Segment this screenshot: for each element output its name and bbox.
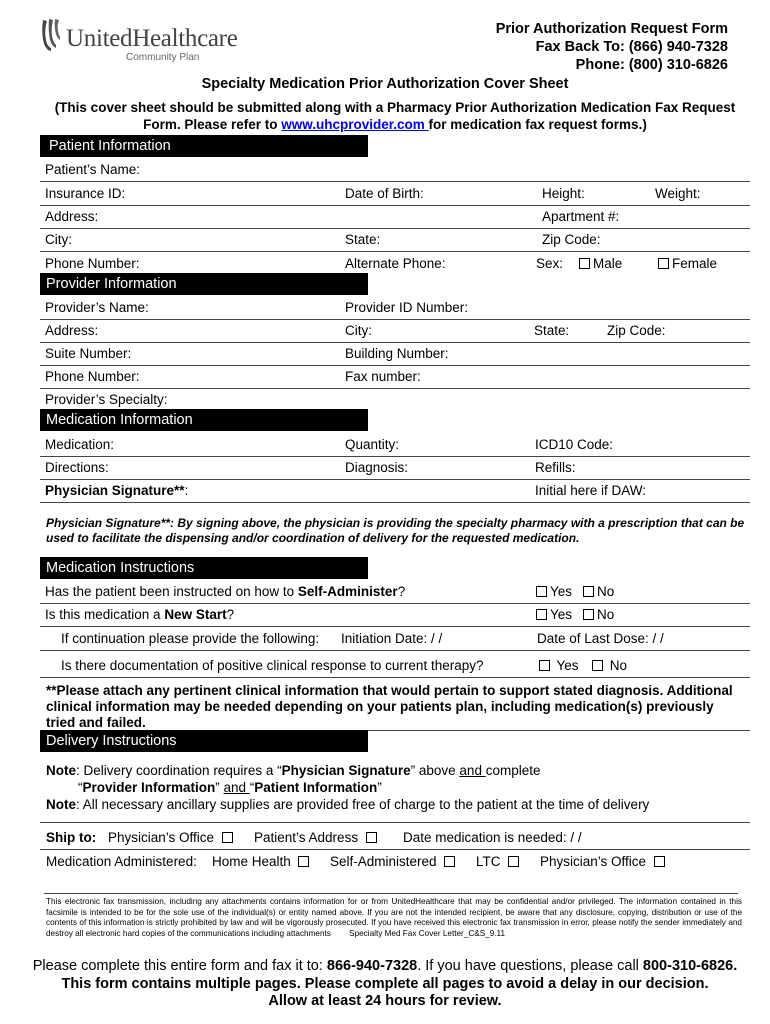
line1-c: ” above: [410, 763, 460, 778]
physician-office-label: Physician’s Office: [540, 854, 647, 869]
disclaimer-text: [46, 897, 742, 939]
provider-id-label: Provider ID Number:: [345, 300, 469, 315]
provider-phone-row[interactable]: [40, 365, 750, 389]
q1-no-checkbox[interactable]: [583, 586, 594, 597]
ship-to-label: [46, 830, 96, 845]
intro-text: [40, 99, 750, 133]
female-option[interactable]: [658, 256, 717, 271]
ship-patient-checkbox[interactable]: [366, 832, 377, 843]
provider-name-label: Provider’s Name:: [45, 300, 149, 315]
ship-patient-option[interactable]: [254, 830, 380, 845]
self-administered-option[interactable]: [330, 854, 458, 869]
ship-rule: [40, 822, 750, 823]
signature-row[interactable]: [40, 479, 750, 503]
patient-phone-label: Phone Number:: [45, 256, 140, 271]
signature-bold: Physician Signature**: [45, 483, 185, 498]
patient-city-row[interactable]: [40, 228, 750, 252]
height-label: Height:: [542, 186, 585, 201]
delivery-note-line2: [78, 779, 382, 796]
q1-yes-option[interactable]: [536, 584, 572, 599]
line1-b: Physician Signature: [281, 763, 411, 778]
patient-id-row[interactable]: [40, 182, 750, 206]
delivery-note-line1: [46, 762, 540, 779]
home-health-option[interactable]: [212, 854, 312, 869]
q2-no-option[interactable]: [583, 607, 614, 622]
ship-patient-label: Patient’s Address: [254, 830, 359, 845]
q3-no-option[interactable]: [592, 658, 627, 673]
attach-clinical-note: **Please attach any pertinent clinical information that would pertain to support stated diagnosis. Additional clinical information may be needed depending on your patients plan, including medication(s) previously tried and failed.: [46, 683, 733, 730]
q1-no-label: No: [597, 584, 615, 599]
daw-label: Initial here if DAW:: [535, 483, 647, 498]
line2-f: Patient Information: [254, 780, 378, 795]
line1-e: complete: [485, 763, 541, 778]
self-administer-question: [45, 584, 405, 599]
ltc-option[interactable]: [476, 854, 522, 869]
footer-line2: This form contains multiple pages. Please complete all pages to avoid a delay in our decision.: [61, 976, 709, 992]
patient-phone-row[interactable]: [40, 252, 750, 275]
ship-physician-label: Physician’s Office: [108, 830, 215, 845]
q3-yes-checkbox[interactable]: [539, 660, 550, 671]
line2-g: ”: [377, 780, 382, 795]
medication-label: Medication:: [45, 437, 115, 452]
q2-pre: Is this medication a: [45, 607, 165, 622]
footer-fax: 866-940-7328: [326, 958, 418, 974]
initiation-date-label: Initiation Date: / /: [341, 631, 443, 646]
administered-label: Medication Administered:: [46, 854, 197, 869]
q1-yes-label: Yes: [550, 584, 573, 599]
intro-before: (This cover sheet should be submitted along with a Pharmacy Prior Authorization Medication Fax Request Form. Please refer to: [54, 100, 736, 132]
line3: : All necessary ancillary supplies are provided free of charge to the patient at the time of delivery: [76, 797, 650, 812]
provider-state-label: State:: [534, 323, 570, 338]
patient-address-row[interactable]: [40, 205, 750, 229]
intro-after: for medication fax request forms.): [428, 117, 647, 132]
alt-phone-label: Alternate Phone:: [345, 256, 446, 271]
directions-row[interactable]: [40, 456, 750, 480]
ltc-label: LTC: [476, 854, 501, 869]
new-start-row[interactable]: [40, 603, 750, 627]
continuation-row[interactable]: [40, 627, 750, 651]
footer-phone: 800-310-6826.: [642, 958, 738, 974]
document-id: Specialty Med Fax Cover Letter_C&S_9.11: [349, 928, 506, 938]
provider-city-label: City:: [345, 323, 372, 338]
male-option[interactable]: [579, 256, 622, 271]
line1-d: and: [459, 763, 486, 778]
suite-number-label: Suite Number:: [45, 346, 132, 361]
medication-row[interactable]: [40, 433, 750, 457]
continuation-label: If continuation please provide the following:: [61, 631, 320, 646]
male-checkbox[interactable]: [579, 258, 590, 269]
footer-line1-a: Please complete this entire form and fax it to:: [32, 958, 327, 974]
documentation-row[interactable]: [40, 654, 750, 678]
ship-physician-option[interactable]: [108, 830, 236, 845]
provider-info-heading: Provider Information: [40, 273, 368, 295]
patient-city-label: City:: [45, 232, 72, 247]
logo-subtitle: Community Plan: [126, 52, 200, 63]
delivery-note-line3: [46, 796, 649, 813]
date-needed-label: Date medication is needed: / /: [403, 830, 582, 845]
delivery-heading-rule: [368, 730, 750, 731]
note-label-1: Note: [46, 763, 76, 778]
ltc-checkbox[interactable]: [508, 856, 519, 867]
provider-name-row[interactable]: [40, 296, 750, 320]
patient-info-heading: Patient Information: [40, 135, 368, 157]
weight-label: Weight:: [655, 186, 701, 201]
provider-address-row[interactable]: [40, 319, 750, 343]
home-health-label: Home Health: [212, 854, 291, 869]
q3-no-checkbox[interactable]: [592, 660, 603, 671]
quantity-label: Quantity:: [345, 437, 400, 452]
physician-office-checkbox[interactable]: [654, 856, 665, 867]
provider-fax-label: Fax number:: [345, 369, 421, 384]
form-title: Prior Authorization Request Form: [495, 21, 728, 37]
female-checkbox[interactable]: [658, 258, 669, 269]
signature-colon: :: [184, 483, 189, 498]
fax-back-number: Fax Back To: (866) 940-7328: [535, 39, 728, 55]
footer-line3: Allow at least 24 hours for review.: [268, 993, 502, 1009]
provider-specialty-label: Provider’s Specialty:: [45, 392, 168, 407]
insurance-id-label: Insurance ID:: [45, 186, 126, 201]
q2-no-checkbox[interactable]: [583, 609, 594, 620]
patient-zip-label: Zip Code:: [542, 232, 601, 247]
directions-label: Directions:: [45, 460, 109, 475]
disclaimer-rule: [44, 893, 738, 894]
icd10-label: ICD10 Code:: [535, 437, 614, 452]
line2-b: Provider Information: [82, 780, 216, 795]
building-number-label: Building Number:: [345, 346, 449, 361]
q2-bold: New Start: [164, 607, 227, 622]
q3-yes-option[interactable]: [539, 658, 579, 673]
q3-yes-label: Yes: [556, 658, 579, 673]
unitedhealthcare-logo-icon: [40, 18, 62, 52]
note-label-2: Note: [46, 797, 76, 812]
provider-zip-label: Zip Code:: [607, 323, 666, 338]
q1-no-option[interactable]: [583, 584, 614, 599]
administered-row[interactable]: [40, 850, 750, 873]
medication-instructions-heading: Medication Instructions: [40, 557, 368, 579]
patient-name-label: Patient’s Name:: [45, 162, 141, 177]
provider-suite-row[interactable]: [40, 342, 750, 366]
disclaimer-body: This electronic fax transmission, including any attachments contains information for or from UnitedHealthcare that may be confidential and/or privileged. The information contained in this facsimile is intended to be for the sole use of the individual(s) or entity named above. If you are not the intended recipient, be aware that any disclosure, copying, distribution or use of the contents of this information is strictly prohibited by law and will be vigorously prosecuted. If you have received this electronic fax transmission in error, please notify the sender immediately and destroy all electronic hard copies of the communications including attachments: [46, 897, 742, 938]
self-administer-row[interactable]: [40, 580, 750, 604]
delivery-instructions-heading: Delivery Instructions: [40, 730, 368, 752]
dob-label: Date of Birth:: [345, 186, 424, 201]
uhcprovider-link[interactable]: www.uhcprovider.com: [281, 117, 429, 132]
q2-no-label: No: [597, 607, 615, 622]
female-label: Female: [672, 256, 718, 271]
q1-bold: Self-Administer: [297, 584, 398, 599]
apartment-label: Apartment #:: [542, 209, 620, 224]
last-dose-label: Date of Last Dose: / /: [537, 631, 664, 646]
line2-a: “: [78, 780, 83, 795]
ship-to-row[interactable]: [40, 826, 750, 850]
new-start-question: [45, 607, 234, 622]
home-health-checkbox[interactable]: [298, 856, 309, 867]
male-label: Male: [593, 256, 623, 271]
medication-info-heading: Medication Information: [40, 409, 368, 431]
sex-label: Sex:: [536, 256, 564, 271]
footer-line1-b: . If you have questions, please call: [417, 958, 643, 974]
phone-number: Phone: (800) 310-6826: [575, 57, 728, 73]
q1-yes-checkbox[interactable]: [536, 586, 547, 597]
patient-name-row[interactable]: [40, 158, 750, 182]
page-title: Specialty Medication Prior Authorization Cover Sheet: [201, 76, 569, 92]
provider-specialty-row[interactable]: [40, 388, 750, 411]
self-administered-checkbox[interactable]: [444, 856, 455, 867]
line2-c: ”: [215, 780, 224, 795]
line2-d: and: [223, 780, 250, 795]
patient-state-label: State:: [345, 232, 381, 247]
q2-post: ?: [226, 607, 235, 622]
documentation-question: Is there documentation of positive clinical response to current therapy?: [61, 658, 484, 673]
logo-wordmark: UnitedHealthcare: [66, 25, 238, 52]
q2-yes-checkbox[interactable]: [536, 609, 547, 620]
signature-note: Physician Signature**: By signing above, the physician is providing the specialty pharmacy with a prescription that can be used to facilitate the dispensing and/or coordination of delivery for the requested medication.: [46, 516, 745, 545]
patient-address-label: Address:: [45, 209, 99, 224]
line1-a: : Delivery coordination requires a “: [76, 763, 282, 778]
q2-yes-label: Yes: [550, 607, 573, 622]
ship-physician-checkbox[interactable]: [222, 832, 233, 843]
footer-line1: [0, 957, 770, 975]
self-administered-label: Self-Administered: [330, 854, 437, 869]
q3-no-label: No: [609, 658, 628, 673]
q1-pre: Has the patient been instructed on how to: [45, 584, 298, 599]
provider-phone-label: Phone Number:: [45, 369, 140, 384]
line2-e: “: [249, 780, 255, 795]
q1-post: ?: [397, 584, 406, 599]
provider-address-label: Address:: [45, 323, 99, 338]
q2-yes-option[interactable]: [536, 607, 572, 622]
physician-signature-label: [45, 483, 188, 498]
diagnosis-label: Diagnosis:: [345, 460, 409, 475]
ship-to-bold: Ship to:: [46, 830, 97, 845]
refills-label: Refills:: [535, 460, 576, 475]
physician-office-option[interactable]: [540, 854, 668, 869]
